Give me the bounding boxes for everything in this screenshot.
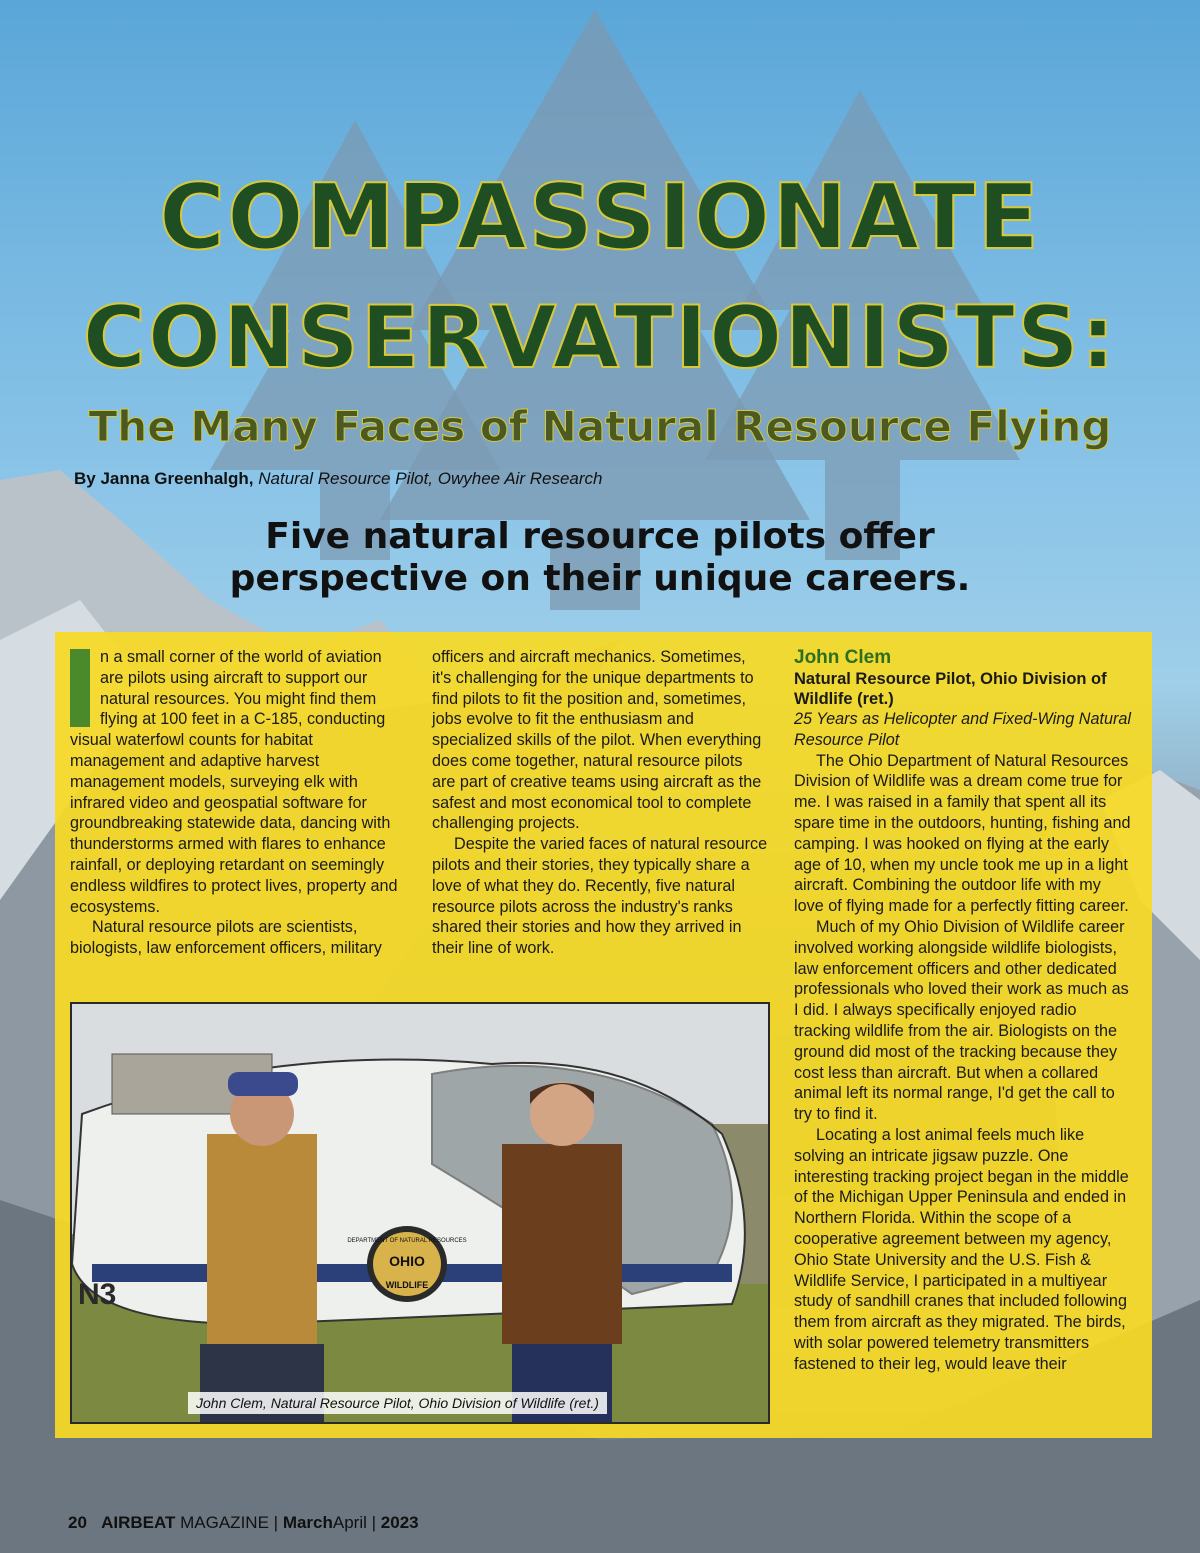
issue-month-2: April: [332, 1513, 367, 1532]
title-line-2: CONSERVATIONISTS:: [82, 288, 1118, 388]
article-column-1: [70, 647, 408, 959]
profile-title: Natural Resource Pilot, Ohio Division of Wildlife (ret.): [794, 670, 1107, 708]
tail-number-text: N3: [78, 1278, 117, 1311]
decal-ohio-text: OHIO: [389, 1253, 425, 1269]
paragraph: Despite the varied faces of natural resource pilots and their stories, they typically share a love of what they do. Recently, five natural resource pilots across the industry's ranks shared their stories and how they arrived in their line of work.: [432, 835, 768, 958]
photo-caption: John Clem, Natural Resource Pilot, Ohio Division of Wildlife (ret.): [188, 1392, 607, 1414]
decal-top-text: DEPARTMENT OF NATURAL RESOURCES: [347, 1238, 467, 1244]
deck-line-1: Five natural resource pilots offer: [265, 516, 935, 557]
deck-line-2: perspective on their unique careers.: [229, 558, 971, 599]
dropcap: [70, 649, 90, 727]
footer-separator: |: [371, 1513, 377, 1532]
paragraph-text: n a small corner of the world of aviation are pilots using aircraft to support our natural resources. You might find them flying at 100 feet in a C-185, conducting visual waterfowl counts for habitat management and adaptive harvest management models, surveying elk with infrared video and geospatial software for groundbreaking statewide data, dancing with thunderstorms armed with flares to enhance rainfall, or deploying retardant on seemingly endless wildfires to protect lives, property and ecosystems.: [70, 648, 398, 916]
footer-separator: |: [273, 1513, 279, 1532]
title-line-1: COMPASSIONATE: [159, 165, 1041, 270]
subtitle: The Many Faces of Natural Resource Flying: [88, 402, 1112, 451]
author-role: Natural Resource Pilot, Owyhee Air Research: [258, 469, 603, 488]
paragraph: Much of my Ohio Division of Wildlife career involved working alongside wildlife biologists, law enforcement officers and other dedicated professionals who loved their work as much as I did. I always specifically enjoyed radio tracking wildlife from the air. Biologists on the ground did most of the tracking because they cost less than aircraft. But when a collared animal left its normal range, I'd get the call to try to find it.: [794, 917, 1129, 1124]
profile-years: 25 Years as Helicopter and Fixed-Wing Natural Resource Pilot: [794, 710, 1131, 749]
paragraph: [70, 647, 408, 917]
helicopter-photo: [70, 1002, 770, 1424]
magazine-name: AIRBEAT: [101, 1513, 176, 1532]
paragraph: Locating a lost animal feels much like solving an intricate jigsaw puzzle. One interesting tracking project began in the middle of the Michigan Upper Peninsula and ended in Northern Florida. Within the scope of a cooperative agreement between my agency, Ohio State University and the U.S. Fish & Wildlife Service, I participated in a multiyear study of sandhill cranes that included following them from aircraft as they migrated. The birds, with solar powered telemetry transmitters fastened to their leg, would leave their: [794, 1125, 1129, 1373]
decal-wildlife-text: WILDLIFE: [385, 1280, 429, 1290]
article-column-3: [794, 647, 1134, 1375]
byline: [74, 469, 602, 489]
page-number: 20: [68, 1513, 87, 1532]
deck: [0, 516, 1200, 600]
issue-month-1: March: [282, 1513, 333, 1532]
helicopter-illustration: [72, 1004, 768, 1422]
author-name: By Janna Greenhalgh,: [74, 469, 254, 488]
magazine-word: MAGAZINE: [180, 1513, 269, 1532]
paragraph: officers and aircraft mechanics. Sometimes, it's challenging for the unique departments to find pilots to fit the position and, sometimes, jobs evolve to fit the enthusiasm and specialized skills of the pilot. When everything does come together, natural resource pilots are part of creative teams using aircraft as the safest and most economical tool to complete challenging projects.: [432, 648, 762, 833]
issue-year: 2023: [380, 1513, 419, 1532]
profile-name: John Clem: [794, 647, 892, 668]
paragraph: The Ohio Department of Natural Resources Division of Wildlife was a dream come true for me. I was raised in a family that spent all its spare time in the outdoors, hunting, fishing and camping. I was hooked on flying at the early age of 10, when my uncle took me up in a light aircraft. Combining the outdoor life with my love of flying made for a perfectly fitting career.: [794, 751, 1131, 916]
paragraph: Natural resource pilots are scientists, biologists, law enforcement officers, military: [70, 918, 382, 958]
article-column-2: [432, 647, 768, 959]
page-footer: [68, 1513, 419, 1533]
